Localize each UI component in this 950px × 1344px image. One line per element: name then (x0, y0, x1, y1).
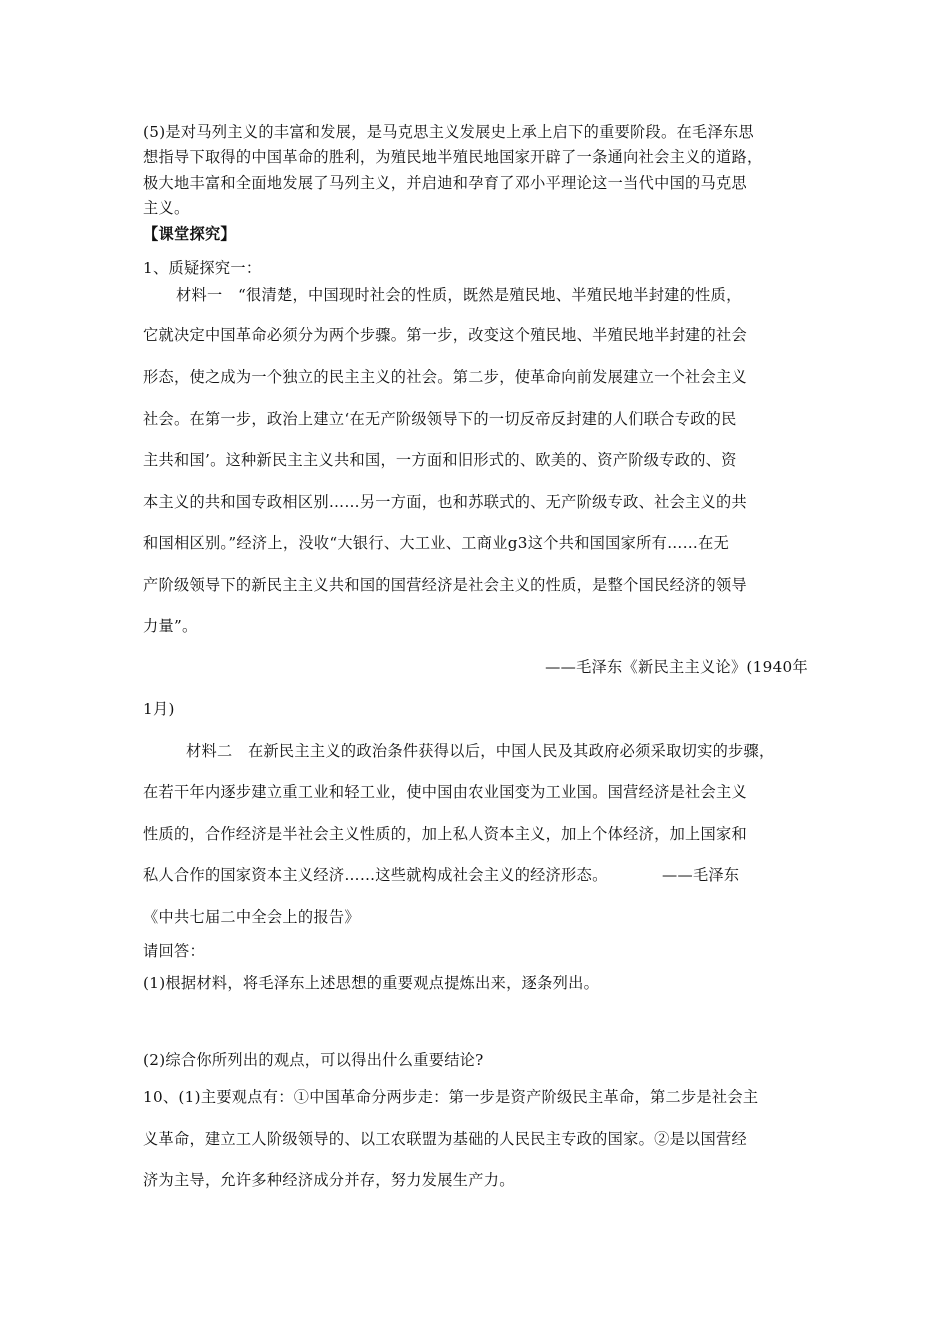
prompt: 请回答： (143, 942, 205, 960)
intro-line-1: (5)是对马列主义的丰富和发展，是马克思主义发展史上承上启下的重要阶段。在毛泽东思 (143, 123, 754, 141)
material1-source-cont: 1月) (143, 700, 175, 718)
material2-line-3: 性质的，合作经济是半社会主义性质的，加上私人资本主义，加上个体经济，加上国家和 (143, 825, 748, 843)
answer-line-1: 10、(1)主要观点有：①中国革命分两步走：第一步是资产阶级民主革命，第二步是社会主 (143, 1088, 759, 1106)
material2-line-1: 材料二 在新民主主义的政治条件获得以后，中国人民及其政府必须采取切实的步骤， (186, 742, 775, 760)
material1-line-6: 本主义的共和国专政相区别……另一方面，也和苏联式的、无产阶级专政、社会主义的共 (143, 493, 748, 511)
material2-line-4: 私人合作的国家资本主义经济……这些就构成社会主义的经济形态。 ——毛泽东 (143, 866, 740, 884)
material1-line-3: 形态，使之成为一个独立的民主主义的社会。第二步，使革命向前发展建立一个社会主义 (143, 368, 748, 386)
intro-line-2: 想指导下取得的中国革命的胜利，为殖民地半殖民地国家开辟了一条通向社会主义的道路， (143, 148, 763, 166)
intro-line-3: 极大地丰富和全面地发展了马列主义，并启迪和孕育了邓小平理论这一当代中国的马克思 (143, 174, 748, 192)
material1-line-9: 力量”。 (143, 617, 198, 635)
question-label: 1、质疑探究一： (143, 259, 262, 277)
material2-line-2: 在若干年内逐步建立重工业和轻工业，使中国由农业国变为工业国。国营经济是社会主义 (143, 783, 748, 801)
intro-line-4: 主义。 (143, 199, 190, 217)
material1-line-4: 社会。在第一步，政治上建立‘在无产阶级领导下的一切反帝反封建的人们联合专政的民 (143, 410, 737, 428)
answer-line-2: 义革命，建立工人阶级领导的、以工农联盟为基础的人民民主专政的国家。②是以国营经 (143, 1130, 748, 1148)
material1-line-1: 材料一 “很清楚，中国现时社会的性质，既然是殖民地、半殖民地半封建的性质， (176, 286, 742, 304)
material1-line-5: 主共和国’。这种新民主主义共和国，一方面和旧形式的、欧美的、资产阶级专政的、资 (143, 451, 737, 469)
material1-line-2: 它就决定中国革命必须分为两个步骤。第一步，改变这个殖民地、半殖民地半封建的社会 (143, 326, 748, 344)
question-1: (1)根据材料，将毛泽东上述思想的重要观点提炼出来，逐条列出。 (143, 974, 600, 992)
material2-line-5: 《中共七届二中全会上的报告》 (143, 908, 360, 926)
material1-source: ——毛泽东《新民主主义论》(1940年 (545, 658, 808, 676)
section-title: 【课堂探究】 (143, 225, 236, 243)
material1-line-7: 和国相区别。”经济上，没收“大银行、大工业、工商业g3这个共和国国家所有……在无 (143, 534, 730, 552)
answer-line-3: 济为主导，允许多种经济成分并存，努力发展生产力。 (143, 1171, 515, 1189)
material1-line-8: 产阶级领导下的新民主主义共和国的国营经济是社会主义的性质，是整个国民经济的领导 (143, 576, 748, 594)
question-2: (2)综合你所列出的观点，可以得出什么重要结论? (143, 1051, 484, 1069)
